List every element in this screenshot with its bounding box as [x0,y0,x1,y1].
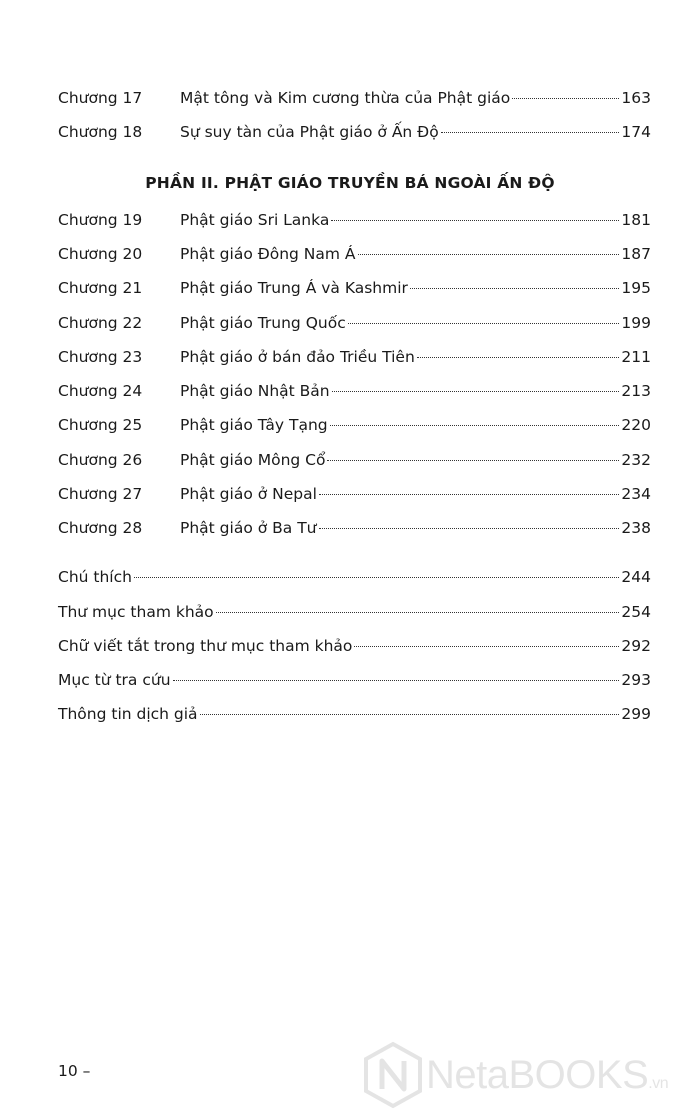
chapter-title: Phật giáo Nhật Bản [180,382,330,400]
page-ref: 174 [621,123,651,141]
page-number: 10 – [58,1062,91,1080]
watermark-brand: NetaBOOKS [426,1052,649,1097]
toc-entry [58,345,651,369]
entry-title: Thư mục tham khảo [58,603,214,621]
part-heading: PHẦN II. PHẬT GIÁO TRUYỀN BÁ NGOÀI ẤN ĐỘ [145,174,555,192]
toc-entry [58,482,651,506]
toc-entry [58,242,651,266]
entry-title: Thông tin dịch giả [58,705,198,723]
dot-leader [512,97,619,99]
page-ref: 299 [621,705,651,723]
chapter-label: Chương 17 [58,89,143,107]
toc-entry [58,668,651,692]
entry-title: Chú thích [58,568,132,586]
page-ref: 292 [621,637,651,655]
dot-leader [358,253,620,255]
toc-entry [58,565,651,589]
page-ref: 293 [621,671,651,689]
dot-leader [410,287,620,289]
chapter-label: Chương 26 [58,451,143,469]
page-ref: 254 [621,603,651,621]
chapter-label: Chương 18 [58,123,143,141]
chapter-label: Chương 23 [58,348,143,366]
page-ref: 211 [621,348,651,366]
chapter-label: Chương 24 [58,382,143,400]
netabooks-logo-icon [362,1041,424,1109]
dot-leader [354,645,619,647]
dot-leader [331,219,619,221]
dot-leader [173,679,620,681]
dot-leader [441,131,620,133]
page-ref: 232 [621,451,651,469]
dot-leader [200,713,620,715]
page-ref: 199 [621,314,651,332]
dot-leader [330,424,620,426]
toc-entry [58,120,651,144]
page-ref: 187 [621,245,651,263]
toc-entry [58,702,651,726]
page-ref: 181 [621,211,651,229]
watermark-tld: .vn [648,1074,669,1092]
chapter-title: Phật giáo Mông Cổ [180,451,326,469]
toc-entry [58,379,651,403]
dot-leader [348,322,620,324]
chapter-title: Phật giáo Trung Quốc [180,314,346,332]
toc-entry [58,208,651,232]
chapter-title: Phật giáo ở Ba Tư [180,519,317,537]
toc-entry [58,276,651,300]
toc-entry [58,86,651,110]
page-ref: 213 [621,382,651,400]
dot-leader [327,459,619,461]
chapter-title: Phật giáo Trung Á và Kashmir [180,279,408,297]
chapter-title: Sự suy tàn của Phật giáo ở Ấn Độ [180,123,439,141]
toc-entry [58,311,651,335]
entry-title: Mục từ tra cứu [58,671,171,689]
chapter-title: Mật tông và Kim cương thừa của Phật giáo [180,89,511,107]
chapter-label: Chương 27 [58,485,143,503]
chapter-label: Chương 21 [58,279,143,297]
watermark [362,1040,692,1110]
chapter-label: Chương 25 [58,416,143,434]
watermark-text [426,1053,668,1098]
dot-leader [134,576,619,578]
page-ref: 244 [621,568,651,586]
chapter-label: Chương 28 [58,519,143,537]
chapter-label: Chương 19 [58,211,143,229]
chapter-title: Phật giáo ở Nepal [180,485,317,503]
toc-entry [58,516,651,540]
toc-entry [58,448,651,472]
page-ref: 163 [621,89,651,107]
toc-entry [58,634,651,658]
page-ref: 234 [621,485,651,503]
dot-leader [332,390,620,392]
chapter-label: Chương 22 [58,314,143,332]
chapter-label: Chương 20 [58,245,143,263]
toc-entry [58,600,651,624]
page-ref: 238 [621,519,651,537]
entry-title: Chữ viết tắt trong thư mục tham khảo [58,637,353,655]
chapter-title: Phật giáo Tây Tạng [180,416,328,434]
dot-leader [417,356,620,358]
chapter-title: Phật giáo Đông Nam Á [180,245,356,263]
page-ref: 220 [621,416,651,434]
chapter-title: Phật giáo Sri Lanka [180,211,330,229]
chapter-title: Phật giáo ở bán đảo Triều Tiên [180,348,415,366]
page-ref: 195 [621,279,651,297]
toc-entry [58,413,651,437]
dot-leader [216,611,620,613]
dot-leader [319,527,620,529]
dot-leader [319,493,619,495]
